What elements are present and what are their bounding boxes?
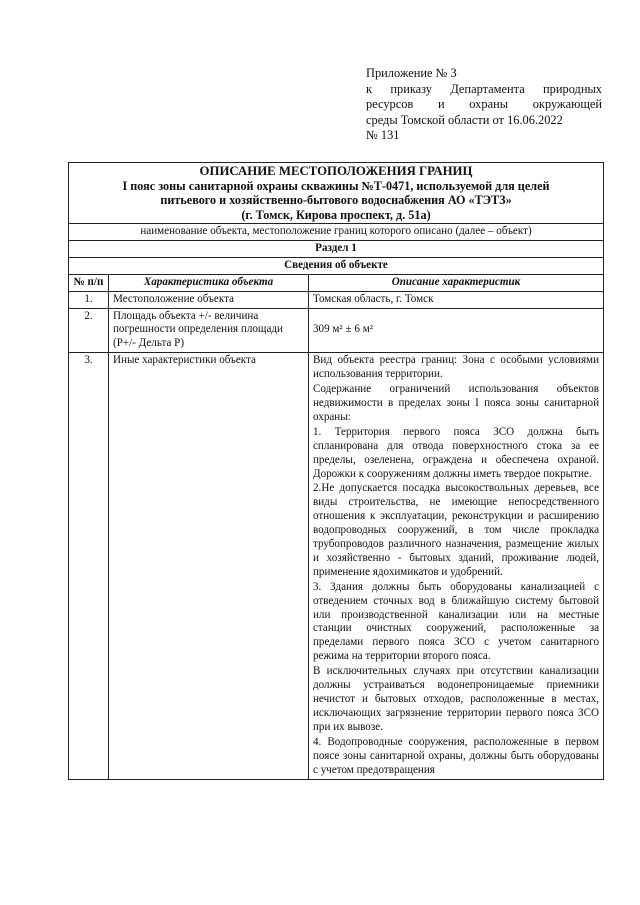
section-title: Сведения об объекте [69, 257, 604, 274]
description-paragraph: Содержание ограничений использования объектов недвижимости в пределах зоны I пояса зоны санитарной охраны: [313, 383, 600, 423]
table-row [69, 353, 604, 780]
object-note-row [69, 224, 604, 241]
row-description [309, 353, 604, 780]
description-paragraph: 2.Не допускается посадка высокоствольных деревьев, все виды строительства, не имеющие непосредственного отношения к эксплуатации, реконструкции и расширению водопроводных сооружений, в том числе прокладка трубопроводов различного назначения, размещение жилых и хозяйственно - бытовых зданий, проживание людей, применение ядохимикатов и удобрений. [313, 482, 600, 578]
document-title: ОПИСАНИЕ МЕСТОПОЛОЖЕНИЯ ГРАНИЦ [199, 164, 473, 178]
description-paragraph: Вид объекта реестра границ: Зона с особыми условиями использования территории. [313, 354, 600, 381]
row-description: Томская область, г. Томск [309, 291, 604, 308]
appendix-department-line: ресурсов и охраны окружающей [366, 97, 602, 111]
row-description: 309 м² ± 6 м² [309, 308, 604, 353]
description-paragraph: 4. Водопроводные сооружения, расположенные в первом поясе зоны санитарной охраны, должны быть оборудованы с учетом предотвращения [313, 735, 600, 776]
column-header-description: Описание характеристик [309, 274, 604, 291]
row-number: 1. [69, 291, 109, 308]
row-characteristic: Местоположение объекта [109, 291, 309, 308]
title-row [69, 163, 604, 224]
column-header-num: № п/п [69, 274, 109, 291]
column-header-characteristic: Характеристика объекта [109, 274, 309, 291]
row-number: 2. [69, 308, 109, 353]
document-title-cell [69, 163, 604, 224]
section-title-row [69, 257, 604, 274]
appendix-date-line: среды Томской области от 16.06.2022 [366, 112, 563, 127]
row-number: 3. [69, 353, 109, 780]
row-characteristic: Площадь объекта +/- величина погрешности определения площади (P+/- Дельта P) [109, 308, 309, 353]
boundary-description-table [68, 162, 604, 780]
table-row [69, 291, 604, 308]
document-subtitle-line-1: I пояс зоны санитарной охраны скважины №Т-0471, используемой для целей [122, 178, 550, 193]
document-subtitle-line-2: питьевого и хозяйственно-бытового водоснабжения АО «ТЭТЗ» [160, 193, 512, 207]
section-row [69, 240, 604, 257]
table-row [69, 308, 604, 353]
document-subtitle-line-3: (г. Томск, Кирова проспект, д. 51а) [241, 207, 431, 222]
description-paragraph: В исключительных случаях при отсутствии канализации должны устраиваться водонепроницаемые приемники нечистот и бытовых отходов, расположенные в местах, исключающих загрязнение территории первого пояса ЗСО при их вывозе. [313, 665, 600, 733]
description-paragraph: 3. Здания должны быть оборудованы канализацией с отведением сточных вод в ближайшую систему бытовой или производственной канализации или на местные станции очистных сооружений, расположенные за пределами первого пояса ЗСО с учетом санитарного режима на территории второго пояса. [313, 580, 600, 663]
appendix-order-line: к приказу Департамента природных [366, 81, 602, 96]
column-header-row [69, 274, 604, 291]
appendix-title: Приложение № 3 [366, 66, 457, 80]
object-note: наименование объекта, местоположение границ которого описано (далее – объект) [69, 224, 604, 241]
row-characteristic: Иные характеристики объекта [109, 353, 309, 780]
appendix-block [366, 66, 602, 144]
description-paragraph: 1. Территория первого пояса ЗСО должна быть спланирована для отвода поверхностного стока за ее пределы, озеленена, ограждена и обеспечена охраной. Дорожки к сооружениям должны иметь твердое покрытие. [313, 425, 600, 480]
appendix-number-line: № 131 [366, 128, 400, 142]
section-label: Раздел 1 [69, 240, 604, 257]
